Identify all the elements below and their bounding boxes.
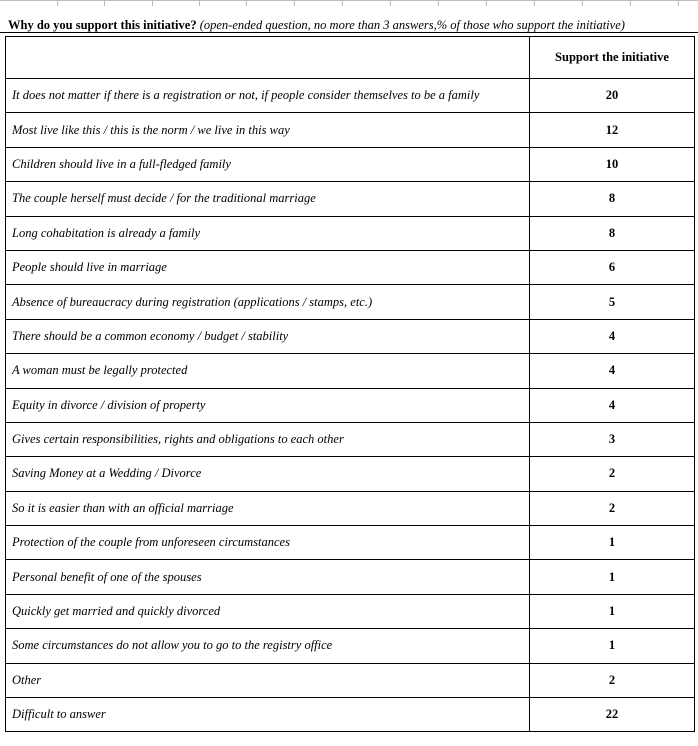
table-row	[6, 457, 695, 491]
table-row	[6, 182, 695, 216]
row-value: 4	[530, 388, 695, 422]
row-label: So it is easier than with an official marriage	[6, 491, 530, 525]
table-row	[6, 79, 695, 113]
table-row	[6, 491, 695, 525]
row-label: Children should live in a full-fledged family	[6, 147, 530, 181]
header-blank-cell	[6, 37, 530, 79]
row-value: 10	[530, 147, 695, 181]
row-label: Personal benefit of one of the spouses	[6, 560, 530, 594]
row-label: There should be a common economy / budget / stability	[6, 319, 530, 353]
question-text	[8, 18, 625, 33]
table-row	[6, 698, 695, 732]
border-tick	[630, 1, 631, 6]
row-label: Some circumstances do not allow you to go to the registry office	[6, 629, 530, 663]
border-tick	[486, 1, 487, 6]
row-value: 8	[530, 182, 695, 216]
row-label: Quickly get married and quickly divorced	[6, 594, 530, 628]
column-header-support: Support the initiative	[530, 37, 695, 79]
row-label: Long cohabitation is already a family	[6, 216, 530, 250]
border-tick	[199, 1, 200, 6]
row-label: Other	[6, 663, 530, 697]
row-label: Gives certain responsibilities, rights and obligations to each other	[6, 422, 530, 456]
row-value: 20	[530, 79, 695, 113]
table-row	[6, 354, 695, 388]
table-row	[6, 526, 695, 560]
table-row	[6, 560, 695, 594]
row-value: 3	[530, 422, 695, 456]
row-value: 8	[530, 216, 695, 250]
row-value: 1	[530, 560, 695, 594]
table-row	[6, 319, 695, 353]
table-row	[6, 285, 695, 319]
table-row	[6, 663, 695, 697]
row-value: 4	[530, 319, 695, 353]
question-title: Why do you support this initiative?	[8, 18, 197, 32]
row-value: 1	[530, 594, 695, 628]
row-value: 12	[530, 113, 695, 147]
row-value: 6	[530, 250, 695, 284]
row-label: The couple herself must decide / for the traditional marriage	[6, 182, 530, 216]
row-value: 5	[530, 285, 695, 319]
row-label: Protection of the couple from unforeseen circumstances	[6, 526, 530, 560]
question-note: (open-ended question, no more than 3 answers,% of those who support the initiative)	[199, 18, 625, 32]
row-value: 2	[530, 491, 695, 525]
border-tick	[246, 1, 247, 6]
border-tick	[534, 1, 535, 6]
row-value: 22	[530, 698, 695, 732]
border-tick	[438, 1, 439, 6]
row-label: Absence of bureaucracy during registration (applications / stamps, etc.)	[6, 285, 530, 319]
row-value: 4	[530, 354, 695, 388]
row-label: A woman must be legally protected	[6, 354, 530, 388]
row-label: It does not matter if there is a registration or not, if people consider themselves to be a family	[6, 79, 530, 113]
table-row	[6, 629, 695, 663]
row-value: 2	[530, 457, 695, 491]
table-row	[6, 250, 695, 284]
border-tick	[57, 1, 58, 6]
border-tick	[678, 1, 679, 6]
responses-table	[5, 36, 695, 732]
table-row	[6, 113, 695, 147]
border-tick	[104, 1, 105, 6]
border-tick	[390, 1, 391, 6]
row-value: 1	[530, 629, 695, 663]
row-label: Difficult to answer	[6, 698, 530, 732]
row-label: Saving Money at a Wedding / Divorce	[6, 457, 530, 491]
row-value: 2	[530, 663, 695, 697]
border-tick	[342, 1, 343, 6]
border-tick	[152, 1, 153, 6]
row-label: Equity in divorce / division of property	[6, 388, 530, 422]
table-row	[6, 216, 695, 250]
border-tick	[294, 1, 295, 6]
table-row	[6, 388, 695, 422]
row-label: People should live in marriage	[6, 250, 530, 284]
border-tick	[582, 1, 583, 6]
row-value: 1	[530, 526, 695, 560]
question-header-row	[0, 0, 698, 33]
row-label: Most live like this / this is the norm / we live in this way	[6, 113, 530, 147]
table-row	[6, 147, 695, 181]
table-row	[6, 422, 695, 456]
table-row	[6, 594, 695, 628]
table-header-row	[6, 37, 695, 79]
